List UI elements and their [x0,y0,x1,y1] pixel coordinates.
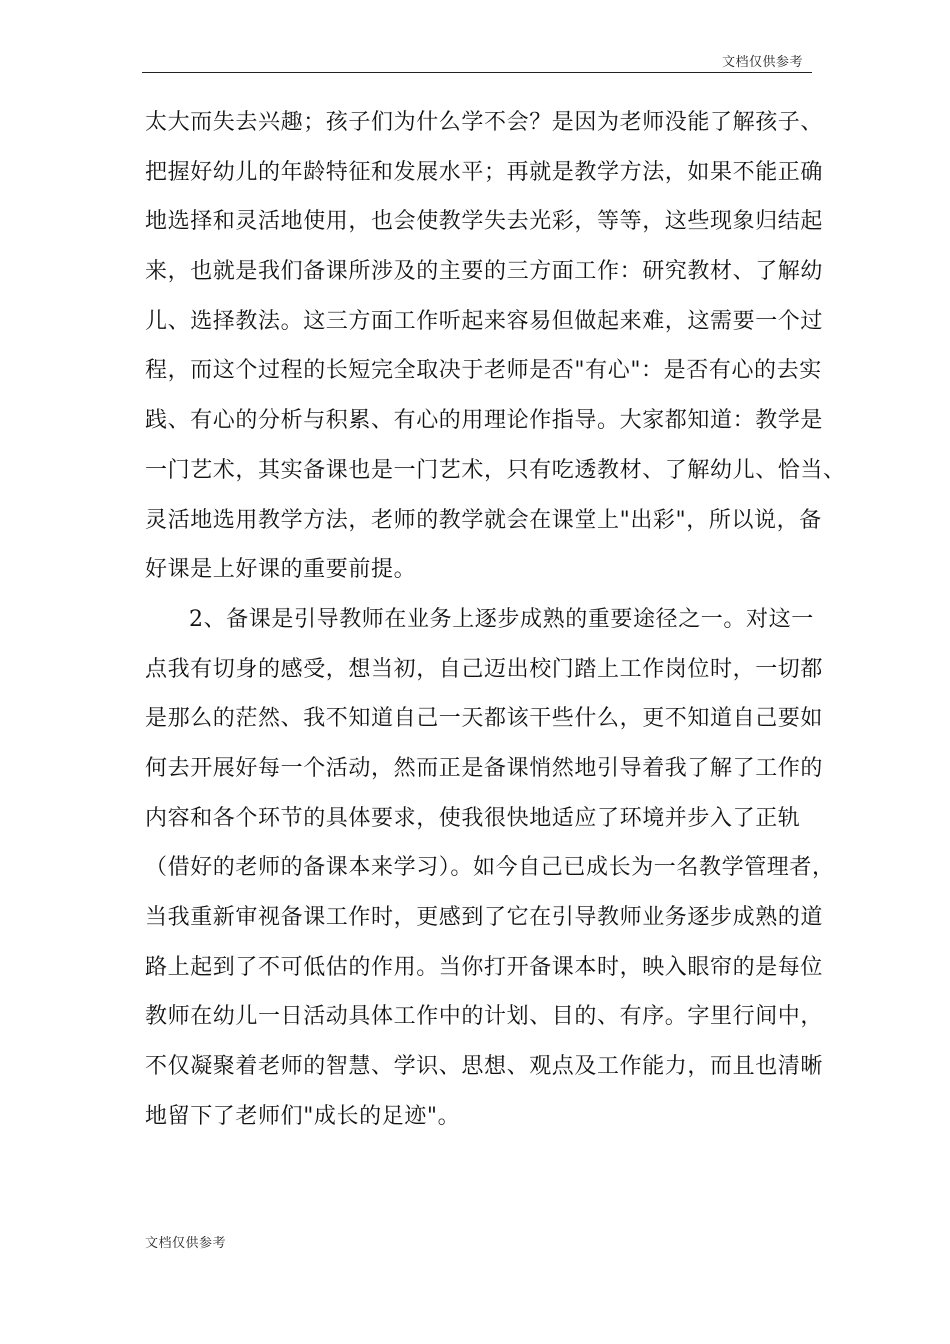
text-line: 一门艺术，其实备课也是一门艺术，只有吃透教材、了解幼儿、恰当、 [145,457,846,483]
text-line: 灵活地选用教学方法，老师的教学就会在课堂上"出彩"，所以说，备 [145,507,822,533]
text-line: 太大而失去兴趣；孩子们为什么学不会？是因为老师没能了解孩子、 [145,110,824,135]
text-line: 践、有心的分析与积累、有心的用理论作指导。大家都知道：教学是 [145,408,824,434]
text-line: 路上起到了不可低估的作用。当你打开备课本时，映入眼帘的是每位 [145,954,824,980]
text-line: 是那么的茫然、我不知道自己一天都该干些什么，更不知道自己要如 [145,706,824,732]
text-line: 把握好幼儿的年龄特征和发展水平；再就是教学方法，如果不能正确 [145,159,824,185]
text-line: 程，而这个过程的长短完全取决于老师是否"有心"：是否有心的去实 [145,358,822,384]
text-line: 当我重新审视备课工作时，更感到了它在引导教师业务逐步成熟的道 [145,905,824,930]
text-line: 儿、选择教法。这三方面工作听起来容易但做起来难，这需要一个过 [145,308,824,334]
text-line: 来，也就是我们备课所涉及的主要的三方面工作：研究教材、了解幼 [145,259,824,285]
document-body [145,98,846,1141]
text-line: 何去开展好每一个活动，然而正是备课悄然地引导着我了解了工作的 [145,755,824,781]
text-line: 不仅凝聚着老师的智慧、学识、思想、观点及工作能力，而且也清晰 [145,1054,824,1080]
text-line: 点我有切身的感受，想当初，自己迈出校门踏上工作岗位时，一切都 [145,656,824,682]
text-line: 好课是上好课的重要前提。 [145,557,417,583]
text-line: 内容和各个环节的具体要求，使我很快地适应了环境并步入了正轨 [145,805,801,831]
paragraph-first-line: 2、备课是引导教师在业务上逐步成熟的重要途径之一。对这一 [189,606,814,632]
text-line: 地留下了老师们"成长的足迹"。 [145,1103,461,1129]
page-header-text: 文档仅供参考 [722,55,804,70]
text-line: 地选择和灵活地使用，也会使教学失去光彩，等等，这些现象归结起 [145,209,824,235]
header-divider [142,72,812,73]
text-line: （借好的老师的备课本来学习）。如今自己已成长为一名教学管理者， [145,855,835,881]
text-line: 教师在幼儿一日活动具体工作中的计划、目的、有序。字里行间中， [145,1004,824,1030]
page-footer-text: 文档仅供参考 [145,1236,227,1251]
